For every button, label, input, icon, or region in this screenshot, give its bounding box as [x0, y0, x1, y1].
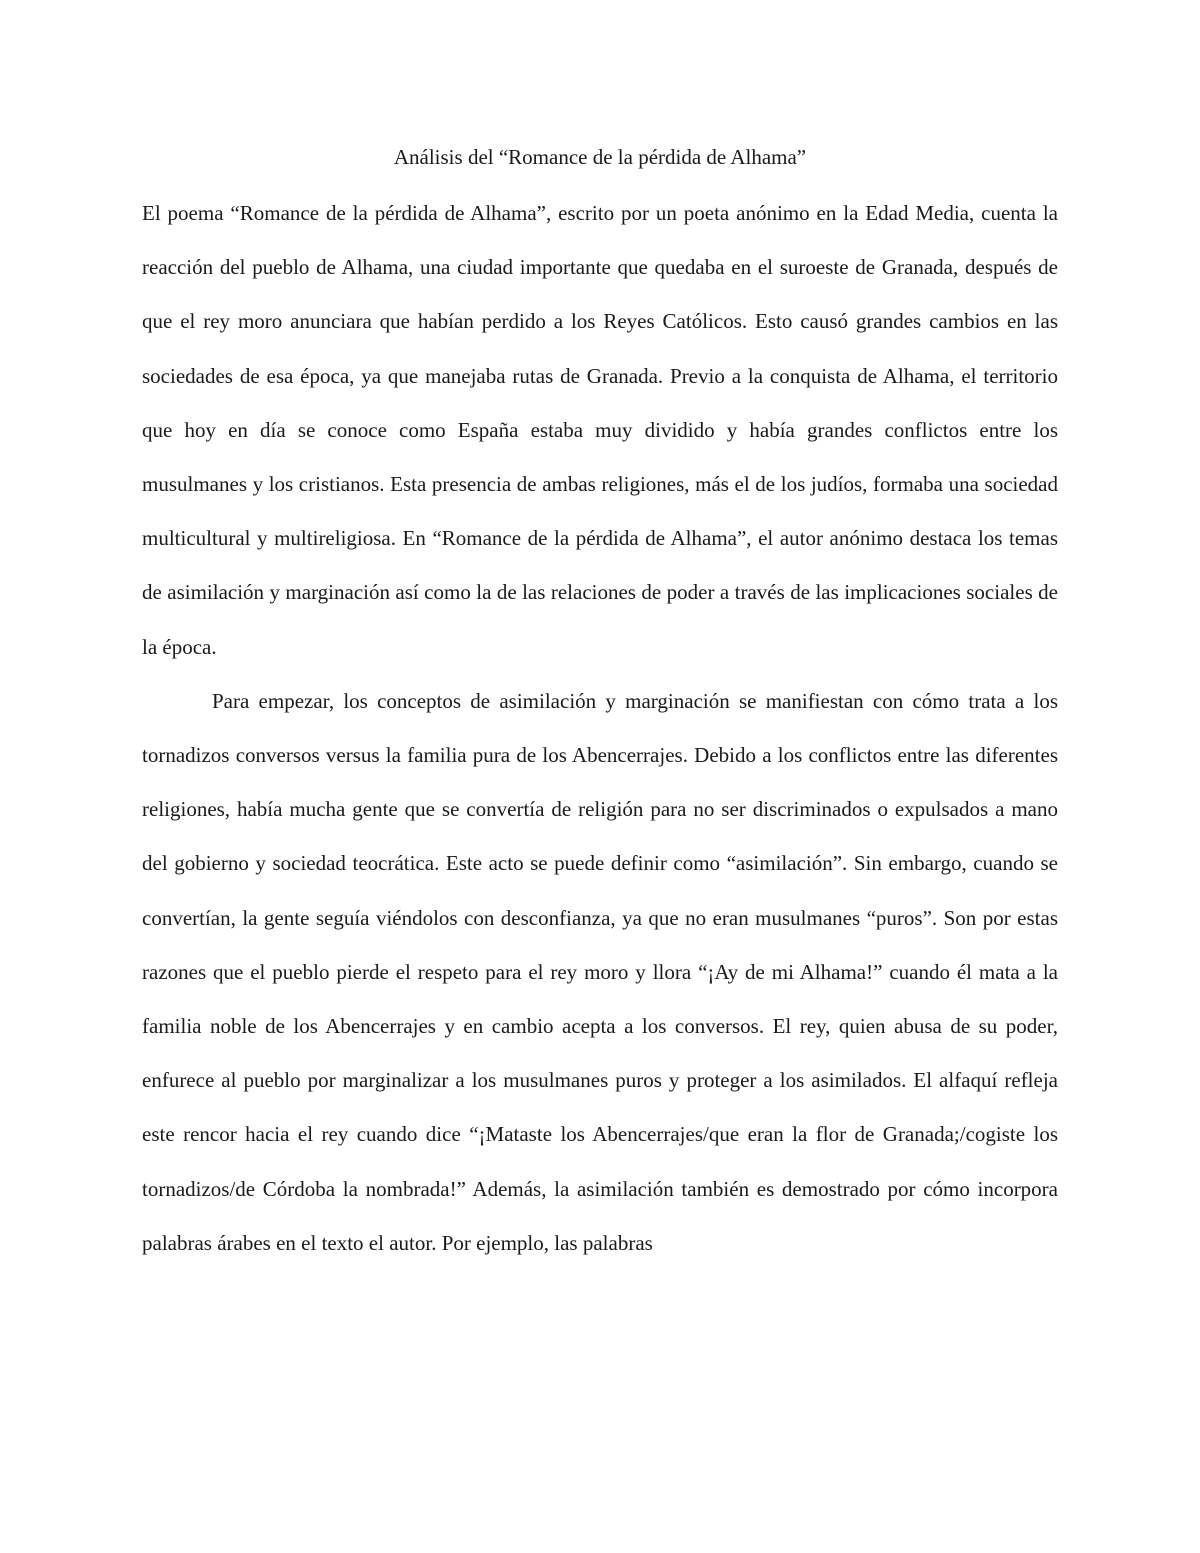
paragraph-introduction: El poema “Romance de la pérdida de Alhama”, escrito por un poeta anónimo en la Edad Media, cuenta la reacción del pueblo de Alhama, una ciudad importante que quedaba en el suroeste de Granada, después de que el rey moro anunciara que habían perdido a los Reyes Católicos. Esto causó grandes cambios en las sociedades de esa época, ya que manejaba rutas de Granada. Previo a la conquista de Alhama, el territorio que hoy en día se conoce como España estaba muy dividido y había grandes conflictos entre los musulmanes y los cristianos. Esta presencia de ambas religiones, más el de los judíos, formaba una sociedad multicultural y multireligiosa. En “Romance de la pérdida de Alhama”, el autor anónimo destaca los temas de asimilación y marginación así como la de las relaciones de poder a través de las implicaciones sociales de la época. [142, 201, 1058, 659]
paragraph-assimilation: Para empezar, los conceptos de asimilación y marginación se manifiestan con cómo trata a los tornadizos conversos versus la familia pura de los Abencerrajes. Debido a los conflictos entre las diferentes religiones, había mucha gente que se convertía de religión para no ser discriminados o expulsados a mano del gobierno y sociedad teocrática. Este acto se puede definir como “asimilación”. Sin embargo, cuando se convertían, la gente seguía viéndolos con desconfianza, ya que no eran musulmanes “puros”. Son por estas razones que el pueblo pierde el respeto para el rey moro y llora “¡Ay de mi Alhama!” cuando él mata a la familia noble de los Abencerrajes y en cambio acepta a los conversos. El rey, quien abusa de su poder, enfurece al pueblo por marginalizar a los musulmanes puros y proteger a los asimilados. El alfaquí refleja este rencor hacia el rey cuando dice “¡Mataste los Abencerrajes/que eran la flor de Granada;/cogiste los tornadizos/de Córdoba la nombrada!” Además, la asimilación también es demostrado por cómo incorpora palabras árabes en el texto el autor. Por ejemplo, las palabras [142, 688, 1058, 1255]
document-body [142, 186, 1058, 1270]
document-title: Análisis del “Romance de la pérdida de Alhama” [393, 145, 807, 169]
